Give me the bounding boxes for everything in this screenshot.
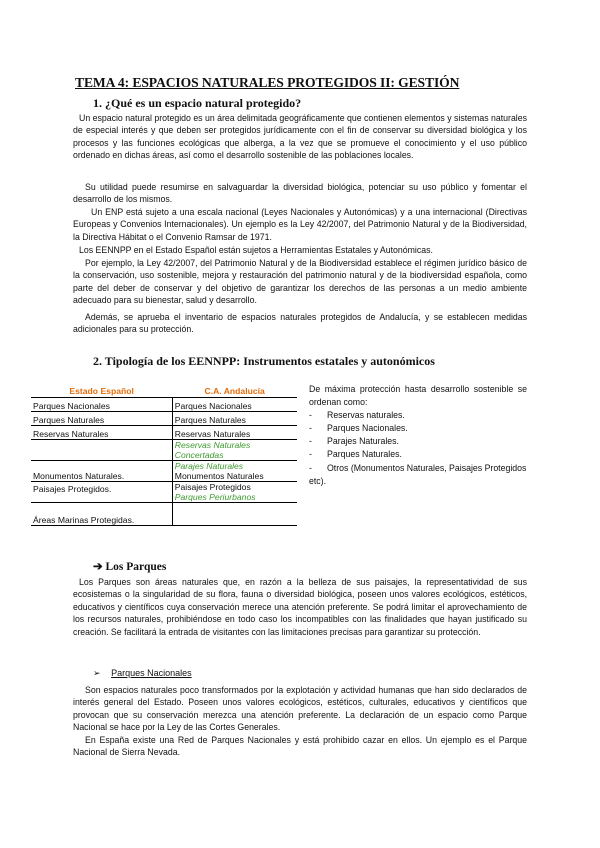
table-cell: Parques Nacionales (172, 398, 297, 412)
section-1-paragraph-6: Además, se aprueba el inventario de espacios naturales protegidos de Andalucía, y se establecen medidas adicionales para su protección. (73, 312, 527, 335)
table-row (31, 426, 297, 440)
table-cell (172, 482, 297, 503)
dash-bullet: - (309, 410, 312, 421)
parques-nacionales-paragraph-1: Son espacios naturales poco transformados por la explotación y actividad humanas que han sido declarados de interés general del Estado. Poseen unos valores ecológicos, estéticos, culturales, educativos y científicos que provocan que su conservación merezca una atención preferente. La declaración de un espacio como Parque Nacional se hace por la Ley de las Cortes Generales. (73, 685, 527, 733)
document-title: TEMA 4: ESPACIOS NATURALES PROTEGIDOS II: GESTIÓN (75, 75, 460, 90)
table-cell-line: Monumentos Naturales (174, 471, 264, 481)
dash-bullet: - (309, 462, 312, 473)
section-2-heading: 2. Tipología de los EENNPP: Instrumentos estatales y autonómicos (93, 354, 435, 368)
parques-heading-text: Los Parques (105, 561, 167, 573)
table-cell (172, 503, 297, 526)
table-cell-line: Paisajes Protegidos (174, 482, 251, 492)
table-cell: Áreas Marinas Protegidas. (31, 503, 172, 526)
section-1-paragraph-1: Un espacio natural protegido es un área delimitada geográficamente que contienen elementos y sistemas naturales de especial interés y que deben ser protegidos jurídicamente con el fin de conservar su diversidad biológica y los procesos y las funciones ecológicas que alberga, a la vez que se promueve el conocimiento y el uso público ordenado en dichas áreas, así como el desarrollo sostenible de las poblaciones locales. (73, 113, 527, 161)
table-row (31, 412, 297, 426)
table-row (31, 398, 297, 412)
parques-paragraph: Los Parques son áreas naturales que, en razón a la belleza de sus paisajes, la representatividad de sus ecosistemas o la singularidad de su flora, fauna o diversidad biológica, poseen unos valores ecológicos, estéticos, educativos y científicos cuya conservación merece una atención preferente. Se podrá limitar el aprovechamiento de los recursos naturales, prohibiéndose en todo caso los incompatibles con las finalidades que hayan justificado su creación. Se facilitará la entrada de visitantes con las limitaciones precisas para garantizar su protección. (73, 577, 527, 637)
table-row (31, 440, 297, 461)
section-1-paragraph-4: Los EENNPP en el Estado Español están sujetos a Herramientas Estatales y Autonómicas. (79, 245, 433, 255)
protection-order-intro: De máxima protección hasta desarrollo sostenible se ordenan como: (309, 384, 527, 408)
arrowhead-bullet-icon: ➢ (93, 668, 101, 678)
table-cell-line: Parajes Naturales (174, 461, 244, 471)
parques-nacionales-paragraph-2: En España existe una Red de Parques Nacionales y está prohibido cazar en ellos. Un ejemplo es el Parque Nacional de Sierra Nevada. (73, 735, 527, 758)
table-cell (172, 440, 297, 461)
section-1-heading: 1. ¿Qué es un espacio natural protegido? (93, 96, 302, 110)
table-row (31, 482, 297, 503)
list-item (309, 462, 527, 488)
table-cell: Reservas Naturales (172, 426, 297, 440)
parques-nacionales-heading (93, 668, 192, 679)
list-item-text: Otros (Monumentos Naturales, Paisajes Protegidos etc). (309, 462, 527, 486)
arrow-icon: ➔ (93, 561, 103, 573)
table-cell: Monumentos Naturales. (31, 461, 172, 482)
table-cell: Reservas Naturales (31, 426, 172, 440)
dash-bullet: - (309, 449, 312, 460)
protection-order-list (309, 383, 527, 488)
list-item-text: Parques Naturales. (327, 449, 402, 460)
section-1-paragraph-5: Por ejemplo, la Ley 42/2007, del Patrimonio Natural y de la Biodiversidad establece el régimen jurídico básico de la conservación, uso sostenible, mejora y restauración del patrimonio natural y de la biodiversidad española, como parte del deber de conservar y del objetivo de garantizar los derechos de las personas a un medio ambiente adecuado para su bienestar, salud y desarrollo. (73, 258, 527, 306)
table-cell: Parques Naturales (172, 412, 297, 426)
table-cell: Parques Nacionales (31, 398, 172, 412)
list-item-text: Parques Nacionales. (327, 423, 408, 434)
list-item (309, 422, 527, 435)
table-cell-line: Reservas Naturales (174, 440, 251, 450)
dash-bullet: - (309, 423, 312, 434)
list-item (309, 409, 527, 422)
section-1-paragraph-2: Su utilidad puede resumirse en salvaguardar la diversidad biológica, potenciar su uso público y fomentar el desarrollo de los mismos. (73, 182, 527, 205)
table-row (31, 461, 297, 482)
table-cell-line: Parques Periurbanos (174, 492, 256, 502)
table-cell: Paisajes Protegidos. (31, 482, 172, 503)
eenp-comparison-table (31, 384, 297, 526)
table-cell-line: Concertadas (174, 450, 224, 460)
list-item-text: Parajes Naturales. (327, 436, 399, 447)
list-item (309, 435, 527, 448)
list-item-text: Reservas naturales. (327, 410, 405, 421)
table-cell (31, 440, 172, 461)
parques-heading (93, 559, 166, 573)
table-header-andalucia: C.A. Andalucía (172, 384, 297, 398)
table-cell (172, 461, 297, 482)
list-item (309, 448, 527, 461)
section-1-paragraph-3: Un ENP está sujeto a una escala nacional (Leyes Nacionales y Autonómicas) y a una internacional (Directivas Europeas y Convenios Internacionales). Un ejemplo es la Ley 42/2007, del Patrimonio Natural y de la Biodiversidad, la Directiva Hábitat o el Convenio Ramsar de 1971. (73, 207, 527, 242)
table-cell: Parques Naturales (31, 412, 172, 426)
table-header-estado: Estado Español (31, 384, 172, 398)
parques-nacionales-heading-text: Parques Nacionales (111, 668, 192, 678)
table-row (31, 503, 297, 526)
dash-bullet: - (309, 436, 312, 447)
